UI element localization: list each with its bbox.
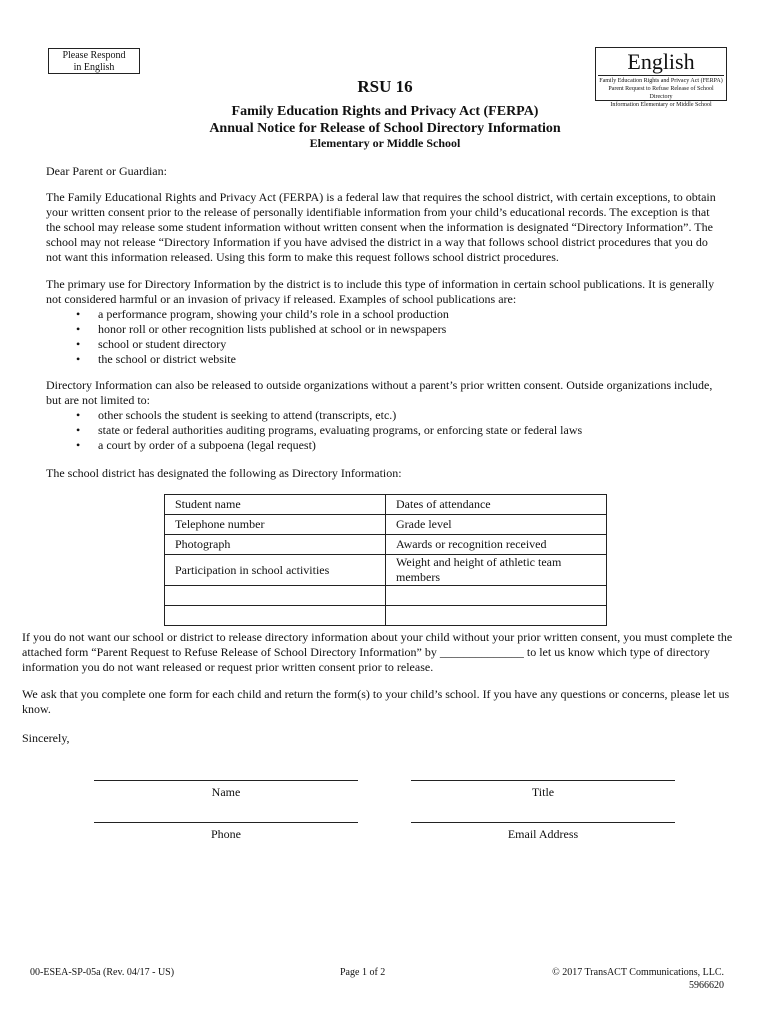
signature-rule xyxy=(94,813,358,823)
publications-list xyxy=(46,307,726,367)
email-label: Email Address xyxy=(507,827,579,841)
language-desc-line-1: Family Education Rights and Privacy Act (FERPA) xyxy=(599,78,723,84)
primary-use-text: The primary use for Directory Information by the district is to include this type of information in certain school publications. It is generally not considered harmful or an invasion of privacy if released. Examples of school publications are: xyxy=(46,277,715,306)
document-subtitle: Elementary or Middle School xyxy=(309,136,461,150)
table-cell xyxy=(386,606,607,626)
table-cell: Photograph xyxy=(165,535,386,555)
table-row xyxy=(165,515,607,535)
table-cell: Dates of attendance xyxy=(386,495,607,515)
table-row xyxy=(165,535,607,555)
table-cell: Participation in school activities xyxy=(165,555,386,586)
intro-paragraph: The Family Educational Rights and Privacy Act (FERPA) is a federal law that requires the school district, with certain exceptions, to obtain your written consent prior to the release of personally identifiable information from your child’s educational records. The exception is that the school may release some student information without written consent when the information is designated “Directory Information”. The school may not release “Directory Information if you have advised the district in a way that follows school district procedures that you do not want this information released. Using this form to make this request follows school district procedures. xyxy=(46,190,716,264)
form-code: 00-ESEA-SP-05a (Rev. 04/17 - US) xyxy=(30,967,175,978)
outside-orgs-text: Directory Information can also be released to outside organizations without a parent’s prior written consent. Outside organizations include, but are not limited to: xyxy=(46,378,713,407)
table-cell: Grade level xyxy=(386,515,607,535)
document-number: 5966620 xyxy=(689,980,724,991)
name-signature-line[interactable] xyxy=(94,771,358,800)
table-cell xyxy=(165,586,386,606)
table-row xyxy=(165,495,607,515)
title-label: Title xyxy=(531,785,555,799)
name-label: Name xyxy=(211,785,241,799)
table-cell: Telephone number xyxy=(165,515,386,535)
list-item: • a performance program, showing your child’s role in a school production xyxy=(46,307,726,322)
list-item: • other schools the student is seeking to attend (transcripts, etc.) xyxy=(46,408,726,423)
greeting: Dear Parent or Guardian: xyxy=(46,164,167,178)
directory-intro: The school district has designated the following as Directory Information: xyxy=(46,466,402,480)
table-cell: Student name xyxy=(165,495,386,515)
list-item: • state or federal authorities auditing programs, evaluating programs, or enforcing state or federal laws xyxy=(46,423,726,438)
table-row xyxy=(165,555,607,586)
table-cell xyxy=(386,586,607,606)
directory-information-table xyxy=(164,494,607,626)
signature-rule xyxy=(411,771,675,781)
language-desc-line-3: Information Elementary or Middle School xyxy=(610,102,712,108)
language-desc-line-2: Parent Request to Refuse Release of School Directory xyxy=(608,86,714,100)
list-item: • school or student directory xyxy=(46,337,726,352)
signature-rule xyxy=(94,771,358,781)
phone-signature-line[interactable] xyxy=(94,813,358,842)
outside-orgs-paragraph xyxy=(46,378,726,453)
list-item: • the school or district website xyxy=(46,352,726,367)
table-cell: Weight and height of athletic team members xyxy=(386,555,607,586)
language-label: English xyxy=(627,49,695,74)
return-form-paragraph: We ask that you complete one form for each child and return the form(s) to your child’s school. If you have any questions or concerns, please let us know. xyxy=(22,687,730,716)
list-item: • a court by order of a subpoena (legal request) xyxy=(46,438,726,453)
district-code: RSU 16 xyxy=(357,77,413,96)
opt-out-paragraph: If you do not want our school or district to release directory information about your child without your prior written consent, you must complete the attached form “Parent Request to Refuse Release of School Directory Information” by ______________ to let us know which type of directory information you do not want released or request prior written consent prior to release. xyxy=(22,630,733,674)
respond-line-2: in English xyxy=(73,62,115,73)
respond-line-1: Please Respond xyxy=(62,50,126,61)
signature-rule xyxy=(411,813,675,823)
table-row xyxy=(165,586,607,606)
page-number: Page 1 of 2 xyxy=(340,967,386,978)
title-signature-line[interactable] xyxy=(411,771,675,800)
table-cell xyxy=(165,606,386,626)
email-signature-line[interactable] xyxy=(411,813,675,842)
document-title-line-2: Annual Notice for Release of School Directory Information xyxy=(209,121,561,136)
document-title: Family Education Rights and Privacy Act (FERPA) xyxy=(231,104,539,119)
copyright-block xyxy=(520,966,724,992)
phone-label: Phone xyxy=(211,827,241,841)
table-cell: Awards or recognition received xyxy=(386,535,607,555)
respond-in-english-box xyxy=(48,48,140,74)
list-item: • honor roll or other recognition lists published at school or in newspapers xyxy=(46,322,726,337)
outside-orgs-list xyxy=(46,408,726,453)
copyright: © 2017 TransACT Communications, LLC. xyxy=(552,967,724,978)
primary-use-paragraph xyxy=(46,277,726,367)
table-row xyxy=(165,606,607,626)
closing: Sincerely, xyxy=(22,731,70,745)
